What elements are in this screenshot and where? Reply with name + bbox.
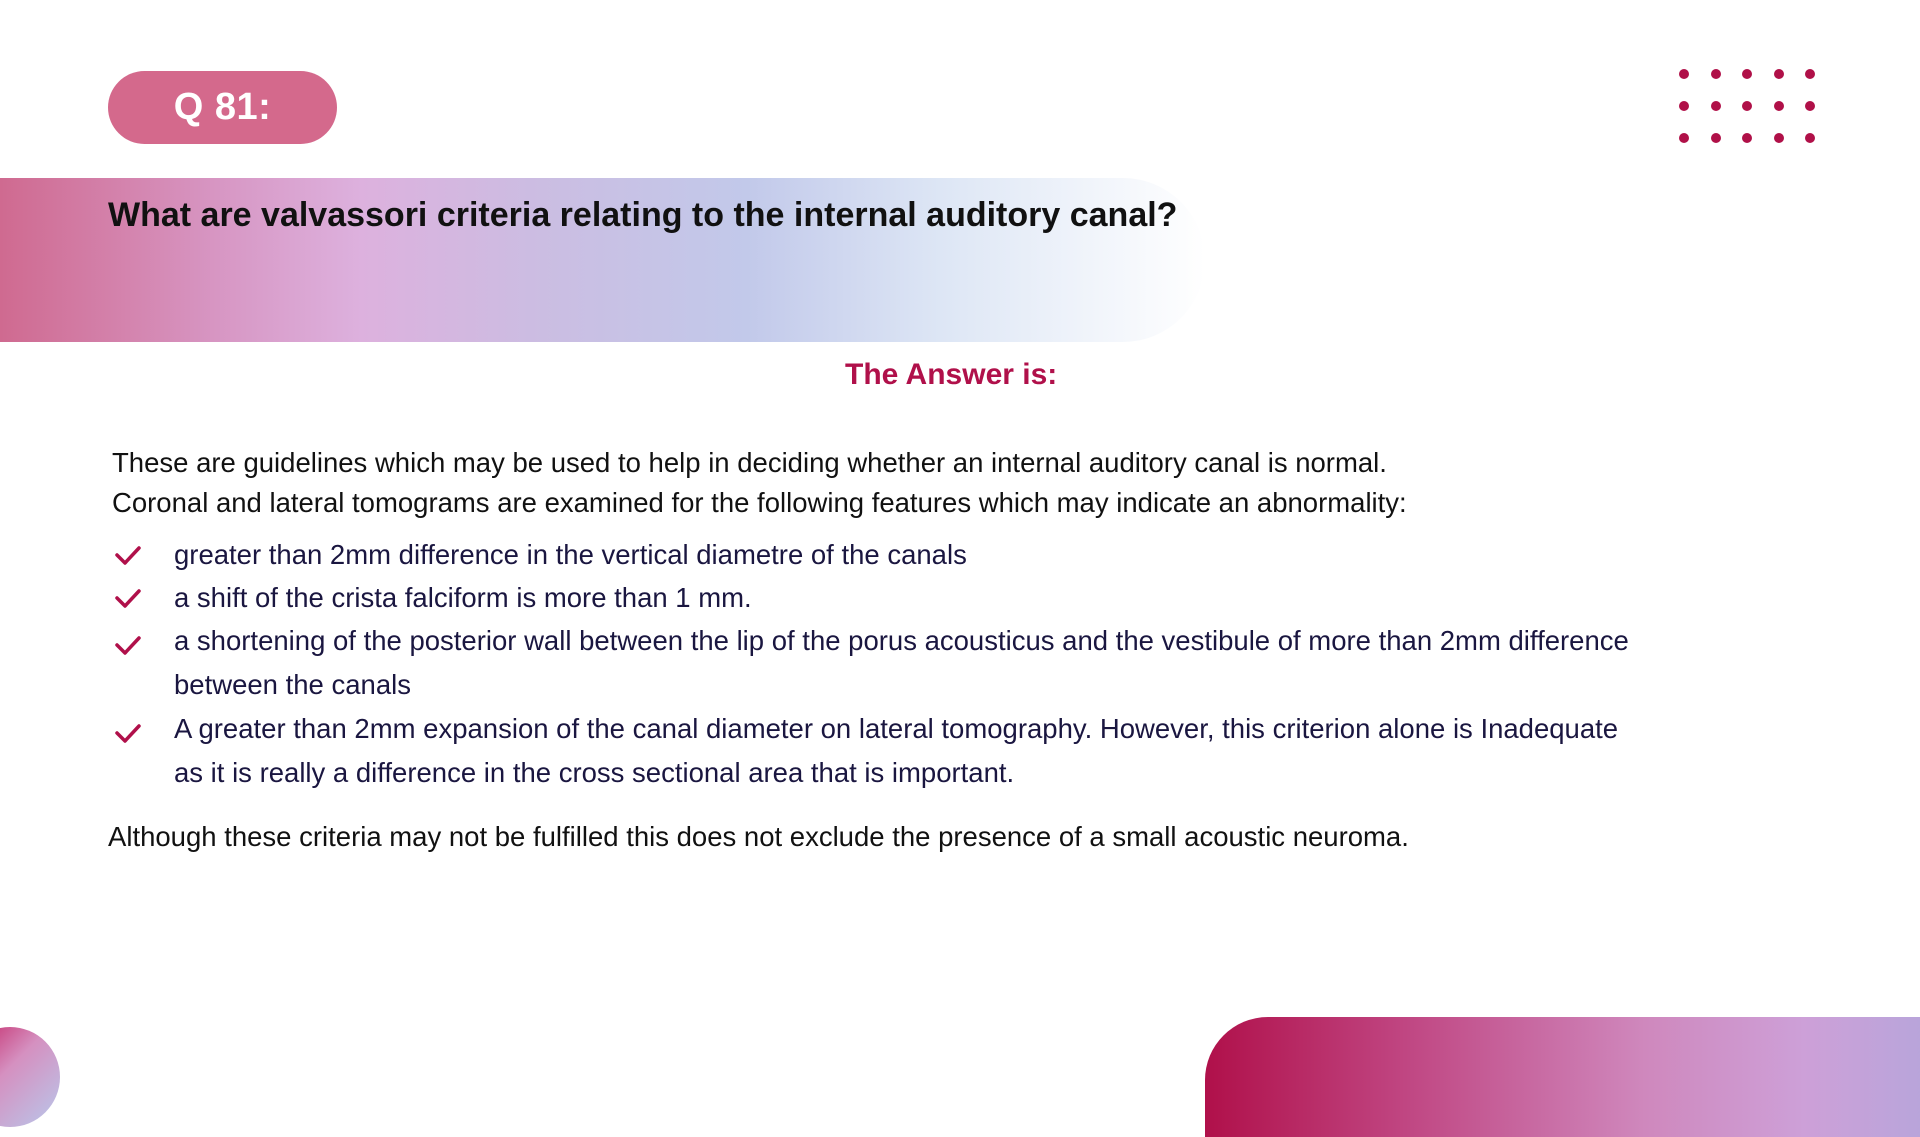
criteria-list: [112, 533, 1632, 795]
closing-paragraph: Although these criteria may not be fulfilled this does not exclude the presence of a small acoustic neuroma.: [108, 821, 1409, 852]
decorative-dot: [1774, 133, 1784, 143]
decorative-dot: [1742, 133, 1752, 143]
decorative-dot: [1711, 133, 1721, 143]
decorative-dot: [1742, 101, 1752, 111]
decorative-dot-grid: [1679, 69, 1823, 149]
decorative-corner-circle: [0, 1027, 60, 1127]
check-icon: [114, 586, 142, 610]
decorative-dot: [1679, 133, 1689, 143]
criteria-text: a shift of the crista falciform is more than 1 mm.: [174, 582, 752, 613]
decorative-dot: [1774, 69, 1784, 79]
decorative-dot: [1711, 101, 1721, 111]
intro-line: These are guidelines which may be used to help in deciding whether an internal auditory canal is normal.: [112, 447, 1387, 478]
criteria-item: [112, 576, 1632, 619]
check-icon: [114, 721, 142, 745]
criteria-text: A greater than 2mm expansion of the canal diameter on lateral tomography. However, this criterion alone is Inadequate as it is really a difference in the cross sectional area that is important.: [174, 713, 1619, 788]
question-number-badge: [108, 71, 337, 144]
decorative-dot: [1711, 69, 1721, 79]
decorative-dot: [1679, 101, 1689, 111]
decorative-dot: [1805, 69, 1815, 79]
decorative-dot: [1805, 133, 1815, 143]
decorative-dot: [1805, 101, 1815, 111]
decorative-footer-bar: [1205, 1017, 1920, 1137]
intro-line: Coronal and lateral tomograms are examined for the following features which may indicate an abnormality:: [112, 487, 1407, 518]
criteria-text: greater than 2mm difference in the vertical diametre of the canals: [174, 539, 967, 570]
criteria-item: [112, 533, 1632, 576]
question-text: What are valvassori criteria relating to the internal auditory canal?: [108, 196, 1178, 234]
decorative-dot: [1679, 69, 1689, 79]
decorative-dot: [1742, 69, 1752, 79]
check-icon: [114, 543, 142, 567]
criteria-item: [112, 707, 1632, 795]
answer-heading: The Answer is:: [845, 358, 1058, 391]
criteria-text: a shortening of the posterior wall between the lip of the porus acousticus and the vestibule of more than 2mm difference between the canals: [174, 625, 1629, 700]
question-number-label: Q 81:: [173, 86, 272, 128]
criteria-item: [112, 619, 1632, 707]
check-icon: [114, 633, 142, 657]
decorative-dot: [1774, 101, 1784, 111]
intro-paragraph: [112, 443, 1672, 523]
